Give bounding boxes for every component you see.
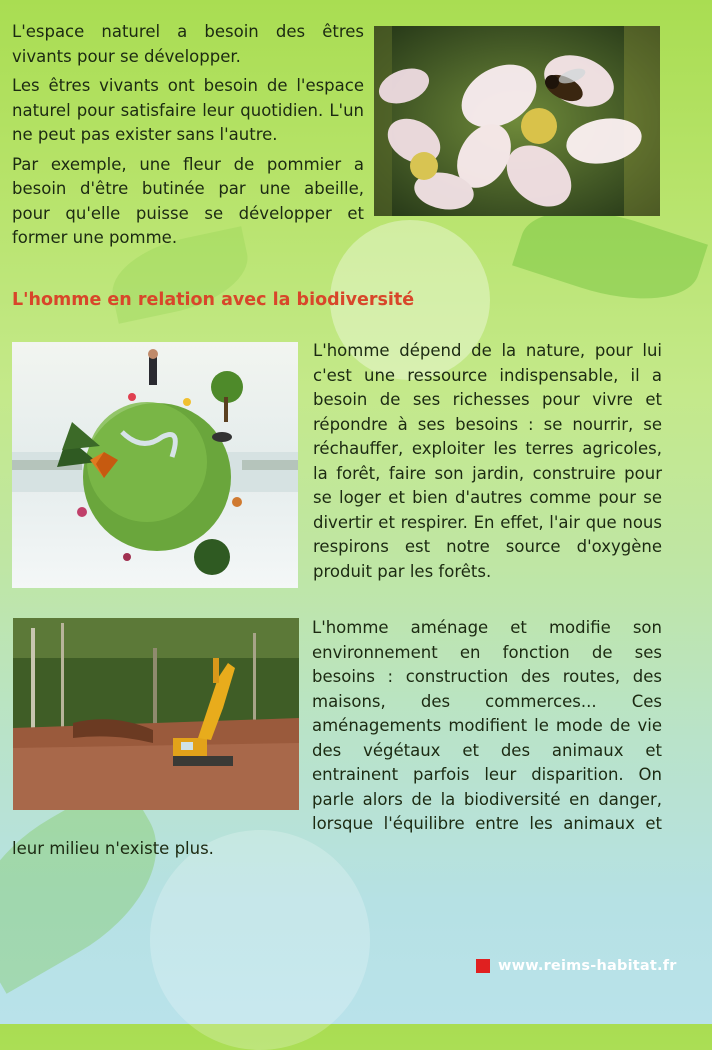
- relation-paragraph: L'homme dépend de la nature, pour lui c'est une ressource indispensable, il a besoin de ses richesses pour vivre et répondre à ses besoins : se nourrir, se réchauffer, exploiter les terres agricoles, la forêt, faire son jardin, construire pour se loger et bien d'autres comme pour se divertir et respirer. En effet, l'air que nous respirons est notre source d'oxygène produit par les forêts.: [313, 341, 662, 581]
- apple-blossom-bee-photo: [374, 26, 660, 216]
- intro-text: [12, 20, 364, 256]
- intro-paragraph-1: L'espace naturel a besoin des êtres vivants pour se développer.: [12, 22, 364, 66]
- intro-paragraph-2: Les êtres vivants ont besoin de l'espace naturel pour satisfaire leur quotidien. L'un ne peut pas exister sans l'autre.: [12, 76, 364, 144]
- biodiversity-planet-illustration: [12, 342, 298, 588]
- amenagement-paragraph: [12, 616, 662, 861]
- website-link[interactable]: www.reims-habitat.fr: [498, 958, 677, 974]
- section-title: L'homme en relation avec la biodiversité: [12, 290, 415, 310]
- background-glow: [150, 830, 370, 1050]
- photo-spacer: [12, 616, 312, 813]
- red-square-icon: [476, 959, 490, 973]
- footer: [476, 958, 677, 974]
- amenagement-text: L'homme aménage et modifie son environnement en fonction de ses besoins : construction des routes, des maisons, des commerces... Ces aménagements modifient le mode de vie des végétaux et des animaux et entrainent parfois leur disparition. On parle alors de la biodiversité en danger, lorsque l'équilibre entre les animaux et leur milieu n'existe plus.: [12, 618, 662, 858]
- intro-paragraph-3: Par exemple, une fleur de pommier a besoin d'être butinée par une abeille, pour qu'elle puisse se développer et former une pomme.: [12, 154, 364, 247]
